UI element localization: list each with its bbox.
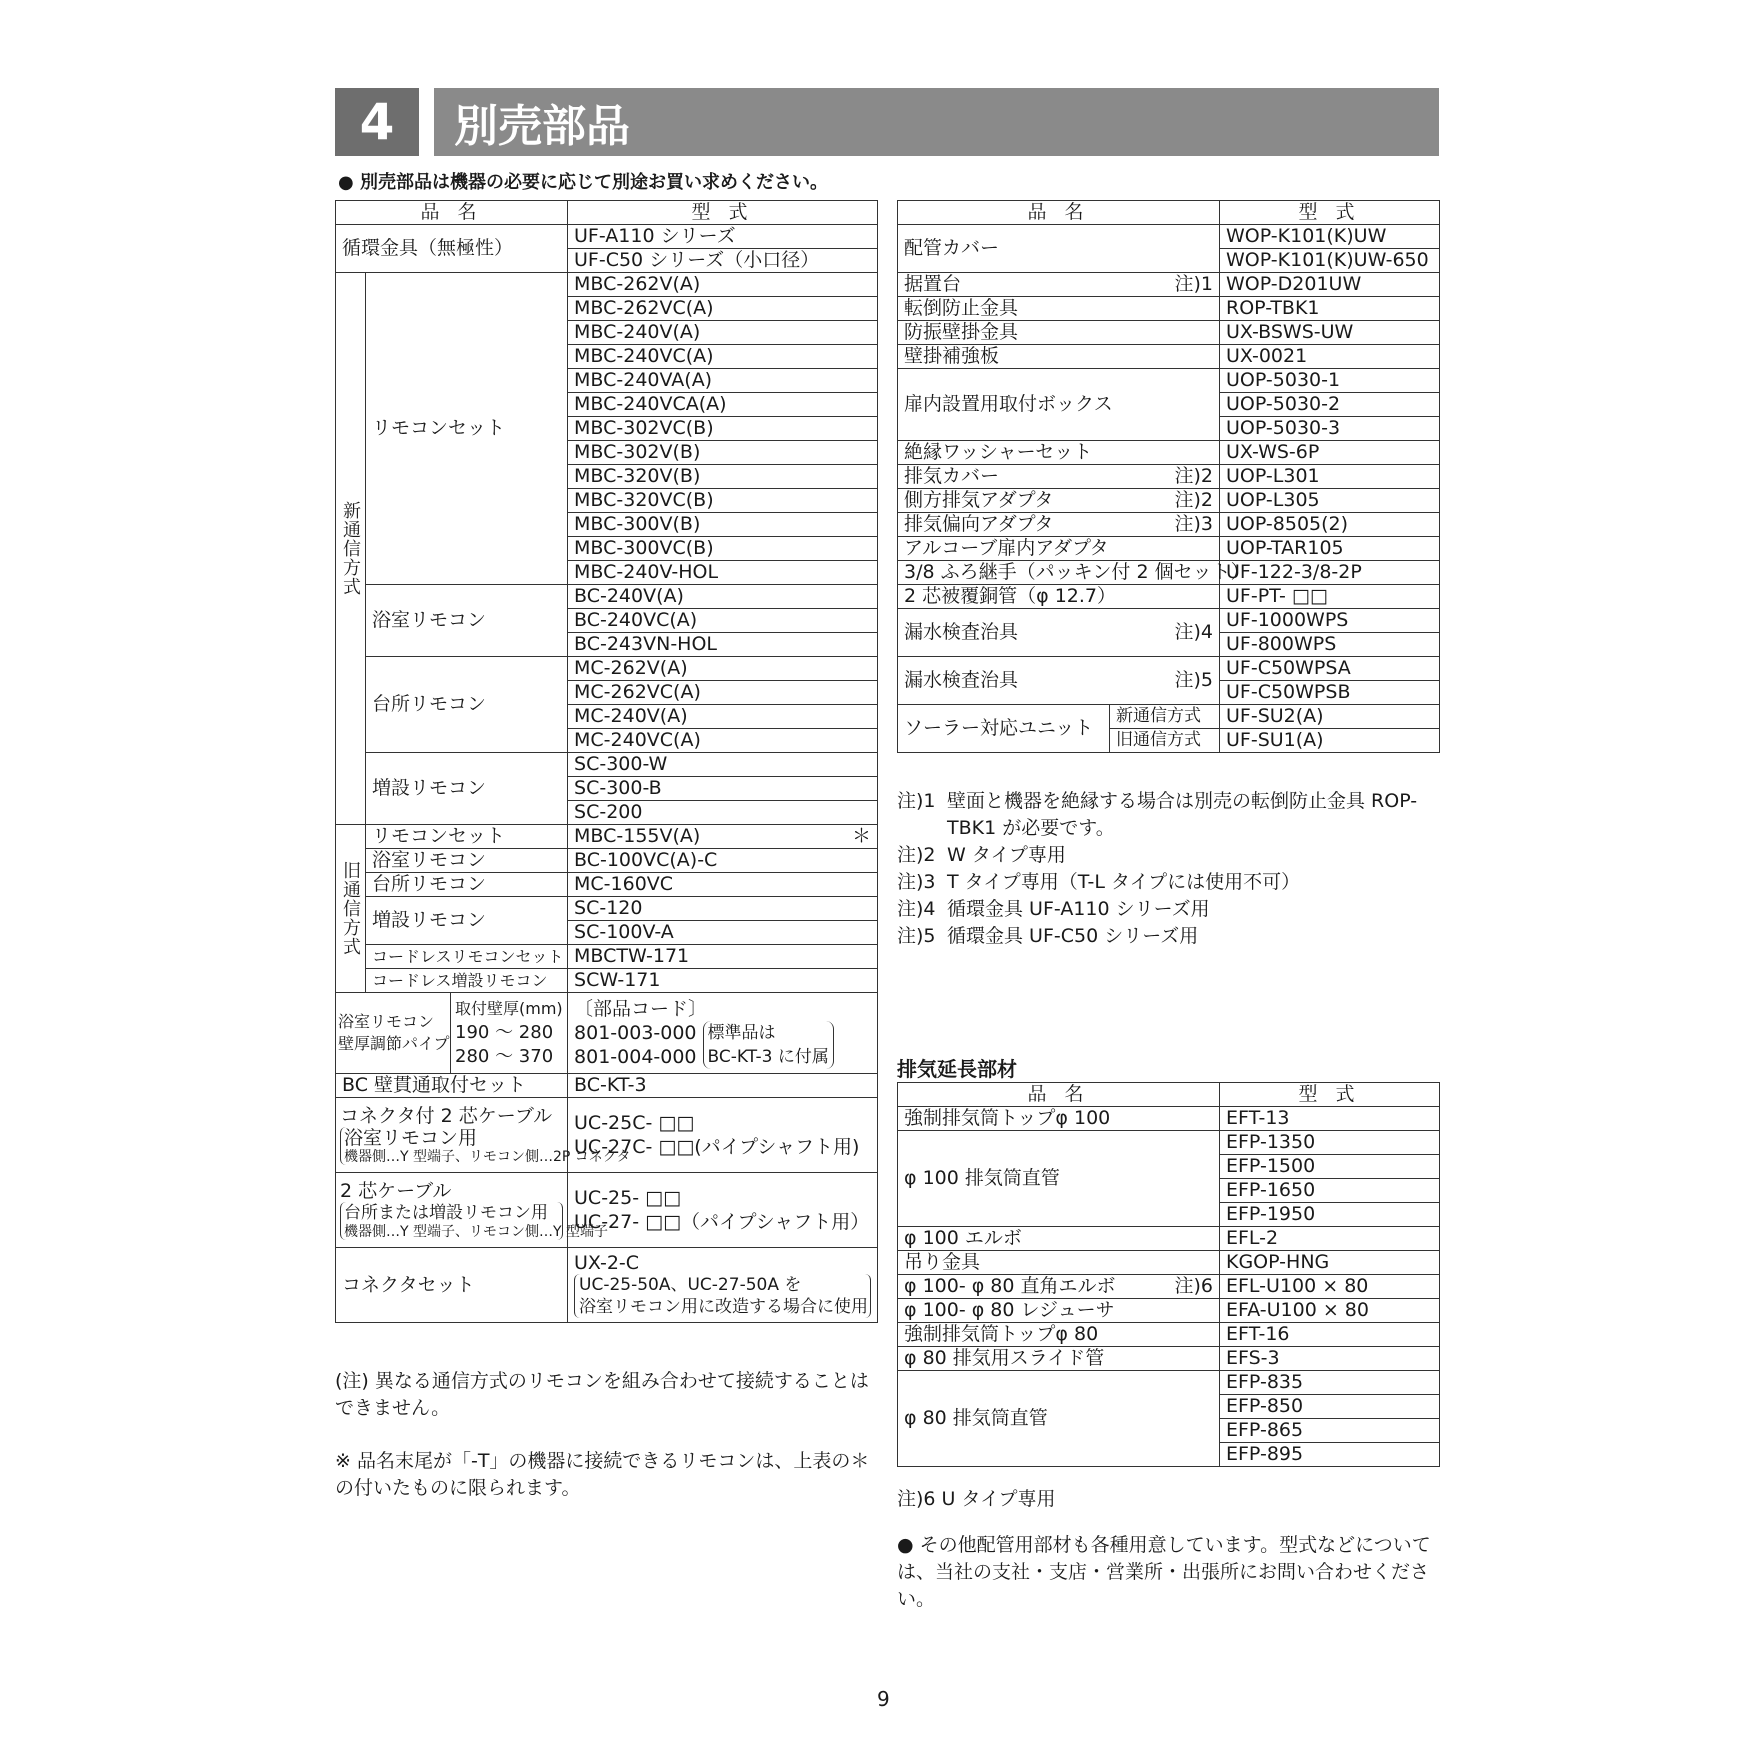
model-cell: UF-122-3/8-2P	[1220, 561, 1440, 585]
model-cell: EFT-13	[1220, 1107, 1440, 1131]
model-cell: EFL-U100 × 80	[1220, 1275, 1440, 1299]
model-cell: EFP-865	[1220, 1419, 1440, 1443]
model-cell: MBC-302V(B)	[568, 441, 878, 465]
thickness-label: 取付壁厚(mm)	[455, 999, 563, 1018]
other-parts-note: ● その他配管用部材も各種用意しています。型式などについては、当社の支社・支店・営業所・出張所にお問い合わせください。	[897, 1534, 1431, 1610]
right-note	[897, 869, 1442, 896]
model-cell: UOP-TAR105	[1220, 537, 1440, 561]
model-cell: EFP-835	[1220, 1371, 1440, 1395]
old-group-label: 旧通信方式	[336, 825, 366, 993]
note-text: T タイプ専用（T-L タイプには使用不可）	[947, 871, 1301, 893]
model-cell: EFT-16	[1220, 1323, 1440, 1347]
col-header-model: 型 式	[1220, 201, 1440, 225]
solar-name: ソーラー対応ユニット	[898, 705, 1110, 753]
part-name-text: φ 100- φ 80 直角エルボ	[904, 1275, 1116, 1297]
asterisk-mark: ＊	[852, 825, 872, 847]
code-label: 〔部品コード〕	[574, 998, 708, 1020]
model-cell: MBC-240V(A)	[568, 321, 878, 345]
part-name-text: 3/8 ふろ継手（パッキン付 2 個セット）	[904, 561, 1250, 583]
model-cell: MBC-240VA(A)	[568, 369, 878, 393]
model-cell: UF-A110 シリーズ	[568, 225, 878, 249]
model-cell: UX-WS-6P	[1220, 441, 1440, 465]
pipe-model-cell	[568, 993, 878, 1074]
model-cell: MC-240VC(A)	[568, 729, 878, 753]
old-kitchen-name: 台所リモコン	[366, 873, 568, 897]
pipe-name-2: 壁厚調節パイプ	[338, 1034, 450, 1053]
code-2: 801-004-000	[574, 1046, 697, 1068]
note-label: 注)5	[897, 925, 936, 947]
exhaust-part-name	[898, 1347, 1220, 1371]
old-bath-name: 浴室リモコン	[366, 849, 568, 873]
connector-set-name: コネクタセット	[336, 1248, 568, 1323]
model-cell: EFP-1650	[1220, 1179, 1440, 1203]
part-name-text: 絶縁ワッシャーセット	[904, 441, 1093, 463]
model-cell: KGOP-HNG	[1220, 1251, 1440, 1275]
part-name	[898, 297, 1220, 321]
pipe-name-1: 浴室リモコン	[338, 1012, 435, 1031]
intro-text: ● 別売部品は機器の必要に応じて別途お買い求めください。	[338, 172, 828, 193]
cordless-set-model: MBCTW-171	[568, 945, 878, 969]
model-cell: UOP-L301	[1220, 465, 1440, 489]
model-cell: UF-C50WPSA	[1220, 657, 1440, 681]
note-label: 注)4	[897, 898, 936, 920]
exhaust-part-name	[898, 1251, 1220, 1275]
right-parts-table	[897, 200, 1440, 753]
part-name-text: 吊り金具	[904, 1251, 981, 1273]
exhaust-title: 排気延長部材	[897, 1057, 1017, 1081]
model-cell: UF-C50 シリーズ（小口径）	[568, 249, 878, 273]
model-cell: EFP-1950	[1220, 1203, 1440, 1227]
thickness-2: 280 ～ 370	[455, 1046, 554, 1067]
pipe-note-1: 標準品は	[707, 1023, 776, 1043]
model-cell: UX-0021	[1220, 345, 1440, 369]
solar-sub-2: 旧通信方式	[1110, 729, 1220, 753]
model-cell: WOP-K101(K)UW-650	[1220, 249, 1440, 273]
right-note	[897, 896, 1442, 923]
model-cell: MC-240V(A)	[568, 705, 878, 729]
note-label: 注)3	[897, 871, 936, 893]
part-name-text: 据置台	[904, 273, 962, 295]
part-name-text: 配管カバー	[904, 237, 1000, 259]
part-name	[898, 537, 1220, 561]
old-kitchen-model: MC-160VC	[568, 873, 878, 897]
page-number: 9	[877, 1687, 890, 1711]
two-core-model: UC-25- □□ UC-27- □□（パイプシャフト用）	[568, 1173, 878, 1248]
cordless-set-name: コードレスリモコンセット	[366, 945, 568, 969]
col-header-name: 品 名	[898, 201, 1220, 225]
part-name-text: 強制排気筒トップφ 100	[904, 1107, 1111, 1129]
connector-set-model: UX-2-C UC-25-50A、UC-27-50A を 浴室リモコン用に改造する場合に使用	[568, 1248, 878, 1323]
part-name	[898, 369, 1220, 441]
part-note: 注)6	[1174, 1275, 1213, 1297]
model-cell: SC-100V-A	[568, 921, 878, 945]
left-note-2: ※ 品名末尾が「-T」の機器に接続できるリモコンは、上表の＊の付いたものに限られます。	[335, 1450, 870, 1499]
model-cell: UOP-8505(2)	[1220, 513, 1440, 537]
part-name-text: φ 100 エルボ	[904, 1227, 1022, 1249]
part-name-text: 排気偏向アダプタ	[904, 513, 1054, 535]
model-cell: MBC-240V-HOL	[568, 561, 878, 585]
model-cell: EFP-1500	[1220, 1155, 1440, 1179]
pipe-note-2: BC-KT-3 に付属	[707, 1047, 829, 1067]
old-bath-model: BC-100VC(A)-C	[568, 849, 878, 873]
right-note	[897, 923, 1442, 950]
model-cell: ROP-TBK1	[1220, 297, 1440, 321]
model-cell: MBC-262VC(A)	[568, 297, 878, 321]
model-cell: EFS-3	[1220, 1347, 1440, 1371]
model-cell: SC-300-B	[568, 777, 878, 801]
pipe-name-cell	[336, 993, 568, 1074]
code-1: 801-003-000	[574, 1022, 697, 1044]
model-cell: MC-262V(A)	[568, 657, 878, 681]
new-group-body	[336, 273, 878, 825]
col-header-name: 品 名	[898, 1083, 1220, 1107]
part-name	[898, 489, 1220, 513]
right-note	[897, 842, 1442, 869]
model-cell: EFP-895	[1220, 1443, 1440, 1467]
old-set-name: リモコンセット	[366, 825, 568, 849]
part-name	[898, 609, 1220, 657]
new-group-label: 新通信方式	[336, 273, 366, 825]
part-name-text: 転倒防止金具	[904, 297, 1019, 319]
exhaust-table	[897, 1082, 1440, 1467]
section-title: 別売部品	[434, 88, 1439, 156]
part-name	[898, 441, 1220, 465]
part-note: 注)2	[1174, 489, 1214, 511]
part-note: 注)4	[1174, 621, 1214, 643]
model-cell: UF-1000WPS	[1220, 609, 1440, 633]
exhaust-part-name	[898, 1275, 1220, 1299]
model-cell: UF-C50WPSB	[1220, 681, 1440, 705]
model-cell: UOP-5030-1	[1220, 369, 1440, 393]
model-cell: BC-243VN-HOL	[568, 633, 878, 657]
model-cell: UX-BSWS-UW	[1220, 321, 1440, 345]
part-name	[898, 225, 1220, 273]
model-cell: MBC-240VC(A)	[568, 345, 878, 369]
right-note	[897, 788, 1442, 842]
part-note: 注)1	[1174, 273, 1214, 295]
exhaust-part-name	[898, 1371, 1220, 1467]
part-name-text: 排気カバー	[904, 465, 1000, 487]
model-cell: UOP-5030-2	[1220, 393, 1440, 417]
solar-sub-1: 新通信方式	[1110, 705, 1220, 729]
part-note: 注)2	[1174, 465, 1214, 487]
part-name-text: 扉内設置用取付ボックス	[904, 393, 1113, 415]
model-cell: UF-PT- □□	[1220, 585, 1440, 609]
model-cell: SC-120	[568, 897, 878, 921]
connector-cable-name: コネクタ付 2 芯ケーブル 浴室リモコン用 機器側…Y 型端子、リモコン側…2P コネクタ	[336, 1098, 568, 1173]
part-name	[898, 657, 1220, 705]
part-name-text: 側方排気アダプタ	[904, 489, 1054, 511]
model-cell: WOP-K101(K)UW	[1220, 225, 1440, 249]
model-cell: EFA-U100 × 80	[1220, 1299, 1440, 1323]
note-label: 注)1	[897, 790, 936, 812]
right-notes	[897, 788, 1442, 950]
model-cell: MBC-300V(B)	[568, 513, 878, 537]
part-name-text: アルコーブ扉内アダプタ	[904, 537, 1109, 559]
bc-kt-model: BC-KT-3	[568, 1074, 878, 1098]
model-cell: MC-262VC(A)	[568, 681, 878, 705]
model-cell: SC-200	[568, 801, 878, 825]
part-name	[898, 273, 1220, 297]
part-name-text: φ 100 排気筒直管	[904, 1167, 1060, 1189]
part-name	[898, 465, 1220, 489]
part-note: 注)5	[1174, 669, 1214, 691]
cordless-extra-name: コードレス増設リモコン	[366, 969, 568, 993]
solar-model-1: UF-SU2(A)	[1220, 705, 1440, 729]
exhaust-part-name	[898, 1107, 1220, 1131]
model-cell: UOP-5030-3	[1220, 417, 1440, 441]
note-text: 壁面と機器を絶縁する場合は別売の転倒防止金具 ROP-TBK1 が必要です。	[947, 790, 1418, 839]
part-note: 注)3	[1174, 513, 1214, 535]
part-name-text: 強制排気筒トップφ 80	[904, 1323, 1099, 1345]
model-cell: UF-800WPS	[1220, 633, 1440, 657]
exhaust-part-name	[898, 1131, 1220, 1227]
note-label: 注)2	[897, 844, 936, 866]
connector-cable-model: UC-25C- □□ UC-27C- □□(パイプシャフト用)	[568, 1098, 878, 1173]
note-6: 注)6 U タイプ専用	[897, 1488, 1056, 1510]
solar-model-2: UF-SU1(A)	[1220, 729, 1440, 753]
part-name	[898, 345, 1220, 369]
junkan-name: 循環金具（無極性）	[336, 225, 568, 273]
col-header-model: 型 式	[568, 201, 878, 225]
exhaust-body	[898, 1107, 1440, 1467]
exhaust-part-name	[898, 1323, 1220, 1347]
part-name-text: 漏水検査治具	[904, 669, 1019, 691]
model-cell: EFP-850	[1220, 1395, 1440, 1419]
col-header-model: 型 式	[1220, 1083, 1440, 1107]
group-name: 増設リモコン	[366, 753, 568, 825]
model-cell: EFP-1350	[1220, 1131, 1440, 1155]
old-set-model: MBC-155V(A) ＊	[568, 825, 878, 849]
exhaust-part-name	[898, 1227, 1220, 1251]
model-cell: UOP-L305	[1220, 489, 1440, 513]
group-name: リモコンセット	[366, 273, 568, 585]
part-name-text: φ 80 排気筒直管	[904, 1407, 1048, 1429]
bc-kt-name: BC 壁貫通取付セット	[336, 1074, 568, 1098]
model-cell: SC-300-W	[568, 753, 878, 777]
cordless-extra-model: SCW-171	[568, 969, 878, 993]
exhaust-part-name	[898, 1299, 1220, 1323]
part-name-text: φ 100- φ 80 レジューサ	[904, 1299, 1115, 1321]
model-cell: BC-240V(A)	[568, 585, 878, 609]
model-cell: MBC-302VC(B)	[568, 417, 878, 441]
model-cell: EFL-2	[1220, 1227, 1440, 1251]
part-name-text: 漏水検査治具	[904, 621, 1019, 643]
model-cell: MBC-300VC(B)	[568, 537, 878, 561]
model-cell: MBC-320VC(B)	[568, 489, 878, 513]
right-body	[898, 225, 1440, 705]
part-name-text: 壁掛補強板	[904, 345, 1000, 367]
model-cell: BC-240VC(A)	[568, 609, 878, 633]
group-name: 浴室リモコン	[366, 585, 568, 657]
part-name-text: 2 芯被覆銅管（φ 12.7）	[904, 585, 1117, 607]
thickness-1: 190 ～ 280	[455, 1022, 554, 1043]
part-name	[898, 585, 1220, 609]
part-name-text: φ 80 排気用スライド管	[904, 1347, 1105, 1369]
model-cell: MBC-240VCA(A)	[568, 393, 878, 417]
model-cell: MBC-262V(A)	[568, 273, 878, 297]
part-name-text: 防振壁掛金具	[904, 321, 1019, 343]
old-extra-name: 増設リモコン	[366, 897, 568, 945]
section-number: 4	[335, 88, 419, 156]
left-parts-table	[335, 200, 878, 1323]
part-name	[898, 513, 1220, 537]
model-cell: MBC-320V(B)	[568, 465, 878, 489]
note-text: 循環金具 UF-A110 シリーズ用	[947, 898, 1210, 920]
left-note-1: (注) 異なる通信方式のリモコンを組み合わせて接続することはできません。	[335, 1370, 869, 1419]
part-name	[898, 561, 1250, 585]
note-text: W タイプ専用	[947, 844, 1066, 866]
model-cell: WOP-D201UW	[1220, 273, 1440, 297]
part-name	[898, 321, 1220, 345]
two-core-name: 2 芯ケーブル 台所または増設リモコン用 機器側…Y 型端子、リモコン側…Y 型端子	[336, 1173, 568, 1248]
col-header-name: 品 名	[336, 201, 568, 225]
group-name: 台所リモコン	[366, 657, 568, 753]
note-text: 循環金具 UF-C50 シリーズ用	[947, 925, 1199, 947]
